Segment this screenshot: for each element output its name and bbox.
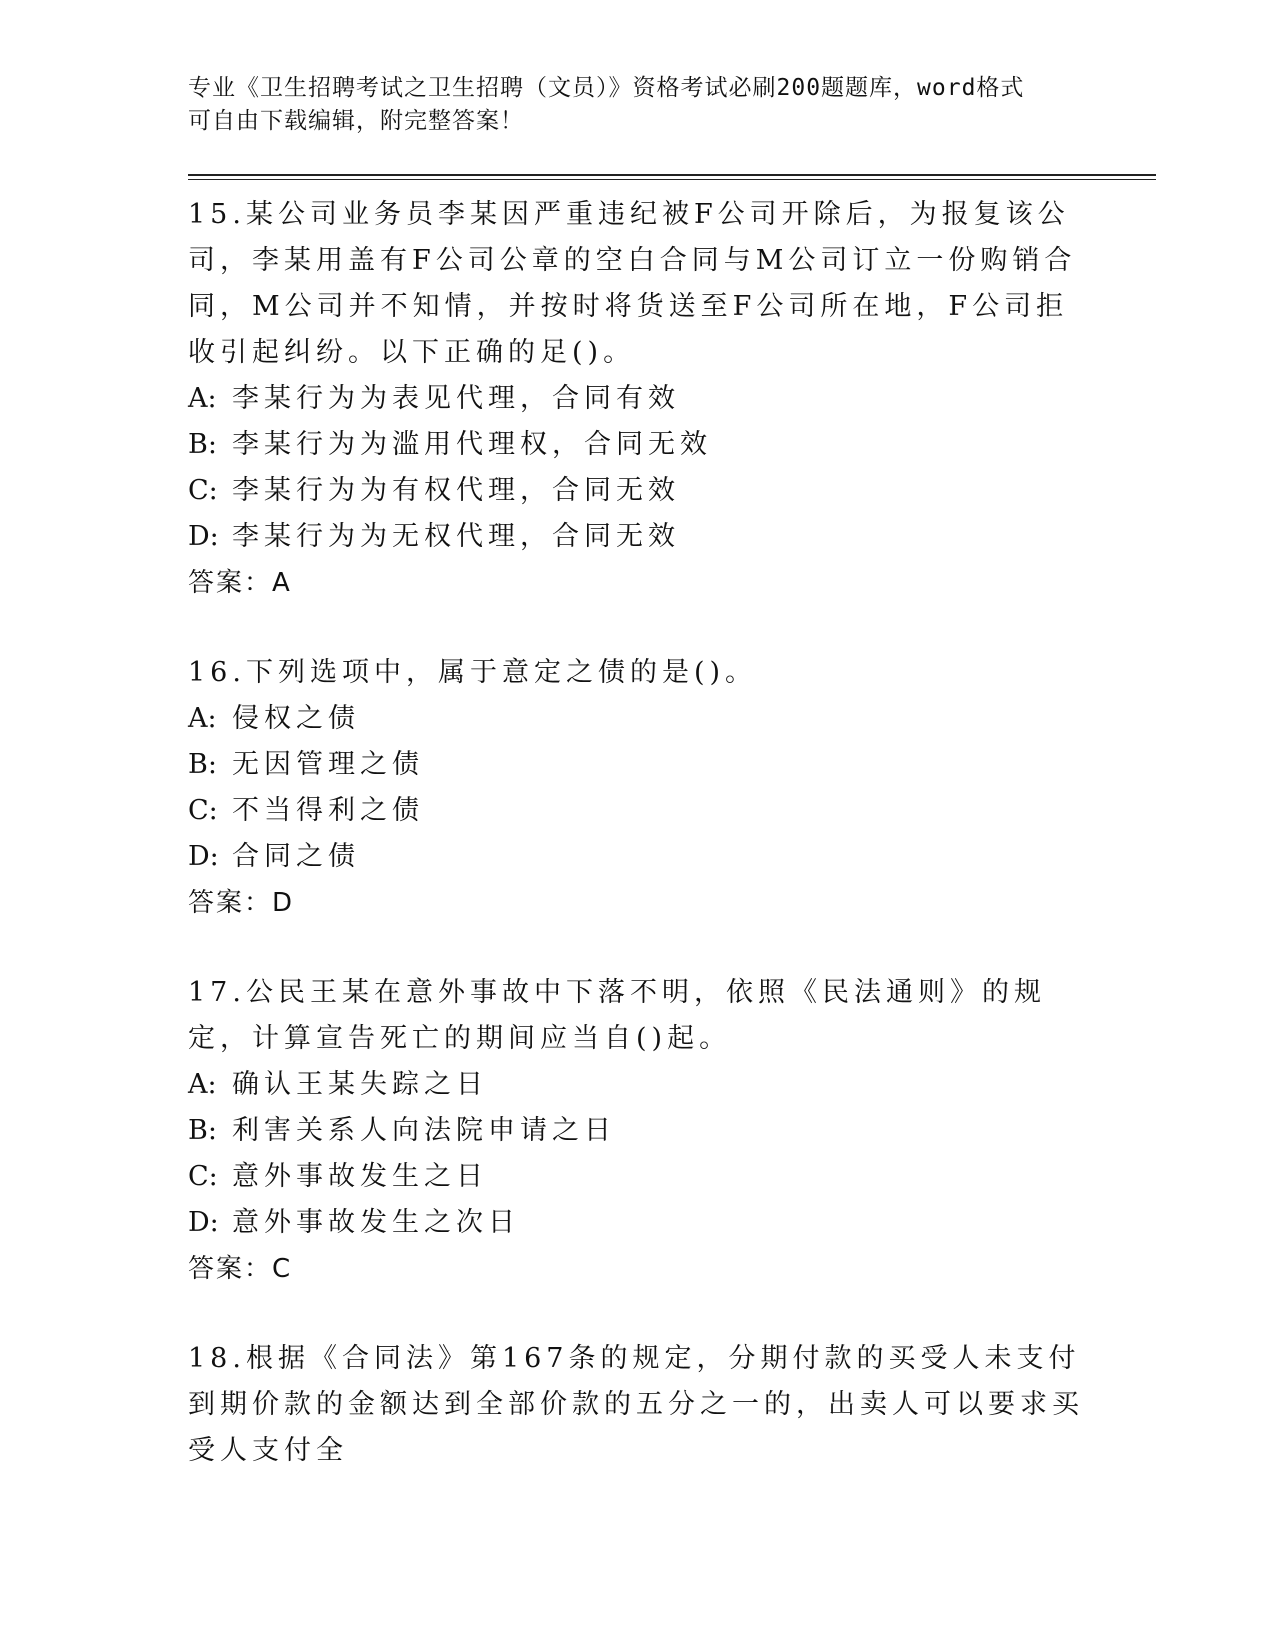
option-letter: A: (188, 703, 217, 734)
question-stem: 16.下列选项中，属于意定之债的是()。 (188, 657, 758, 688)
option-letter: C: (188, 475, 218, 506)
option-d (188, 514, 1156, 560)
header-line-2: 可自由下载编辑，附完整答案！ (188, 108, 524, 134)
question-17 (188, 970, 1156, 1292)
option-text: 李某行为为无权代理，合同无效 (232, 521, 680, 552)
option-c (188, 1154, 1156, 1200)
option-c (188, 468, 1156, 514)
option-text: 李某行为为有权代理，合同无效 (232, 475, 680, 506)
option-letter: D: (188, 521, 219, 552)
option-b (188, 422, 1156, 468)
question-16 (188, 650, 1156, 926)
option-d (188, 1200, 1156, 1246)
option-letter: C: (188, 1161, 218, 1192)
option-letter: B: (188, 1115, 217, 1146)
question-stem: 17.公民王某在意外事故中下落不明，依照《民法通则》的规定，计算宣告死亡的期间应当自()起。 (188, 977, 1046, 1054)
option-text: 无因管理之债 (232, 749, 424, 780)
option-d (188, 834, 1156, 880)
question-stem: 15.某公司业务员李某因严重违纪被F公司开除后，为报复该公司，李某用盖有F公司公章的空白合同与M公司订立一份购销合同，M公司并不知情，并按时将货送至F公司所在地，F公司拒收引起纠纷。以下正确的足()。 (188, 199, 1077, 368)
option-text: 李某行为为表见代理，合同有效 (232, 383, 680, 414)
option-letter: D: (188, 841, 219, 872)
option-a (188, 696, 1156, 742)
option-letter: A: (188, 383, 217, 414)
option-text: 确认王某失踪之日 (232, 1069, 488, 1100)
option-letter: B: (188, 429, 217, 460)
option-letter: B: (188, 749, 217, 780)
option-text: 意外事故发生之日 (232, 1161, 488, 1192)
question-15 (188, 192, 1156, 606)
answer-line: 答案：C (188, 1254, 293, 1284)
question-stem: 18.根据《合同法》第167条的规定，分期付款的买受人未支付到期价款的金额达到全部价款的五分之一的，出卖人可以要求买受人支付全 (188, 1343, 1084, 1466)
option-text: 利害关系人向法院申请之日 (232, 1115, 616, 1146)
option-c (188, 788, 1156, 834)
option-text: 不当得利之债 (232, 795, 424, 826)
header-line-1: 专业《卫生招聘考试之卫生招聘（文员）》资格考试必刷200题题库，word格式 (188, 75, 1025, 101)
option-b (188, 1108, 1156, 1154)
question-18 (188, 1336, 1156, 1474)
option-letter: C: (188, 795, 218, 826)
question-list (188, 192, 1156, 1474)
option-text: 意外事故发生之次日 (232, 1207, 520, 1238)
document-header (188, 72, 1156, 180)
option-text: 侵权之债 (232, 703, 360, 734)
header-title (188, 72, 1068, 138)
option-b (188, 742, 1156, 788)
answer-line: 答案：A (188, 568, 292, 598)
option-text: 李某行为为滥用代理权，合同无效 (232, 429, 712, 460)
header-divider (188, 174, 1156, 180)
option-letter: D: (188, 1207, 219, 1238)
option-letter: A: (188, 1069, 217, 1100)
document-page (188, 72, 1156, 1518)
option-text: 合同之债 (232, 841, 360, 872)
answer-line: 答案：D (188, 888, 295, 918)
option-a (188, 376, 1156, 422)
option-a (188, 1062, 1156, 1108)
